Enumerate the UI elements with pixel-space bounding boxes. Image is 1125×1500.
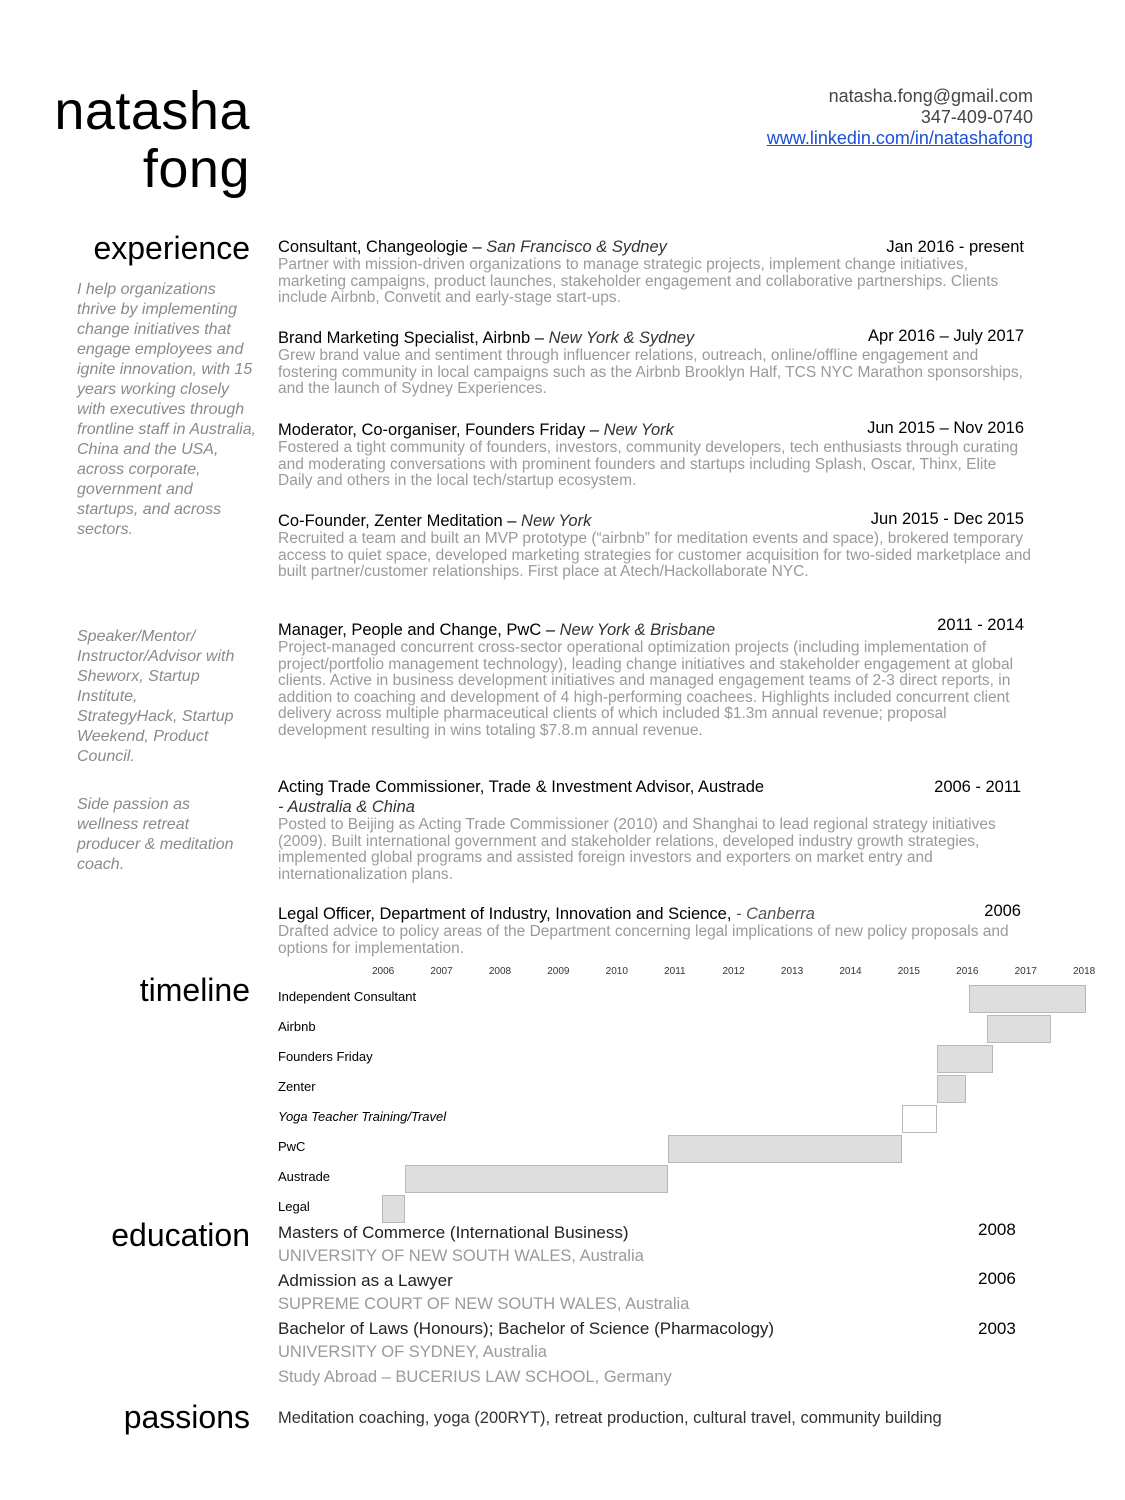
job-entry (278, 511, 1038, 581)
job-location: New York & Brisbane (559, 621, 716, 639)
sidebar-passion: Side passion as wellness retreat producer & meditation coach. (77, 796, 234, 873)
job-location: New York (521, 512, 592, 530)
job-description: Recruited a team and built an MVP prototype (“airbnb” for meditation events and space), brokered temporary access to quiet space, developed marketing strategies for customer acquisition for two-sided marketplace and built partner/customer relationships. First place at Atech/Hackollaborate NYC. (278, 530, 1031, 580)
edu-study-abroad: Study Abroad – BUCERIUS LAW SCHOOL, Germany (278, 1368, 672, 1386)
timeline-year-tick: 2012 (722, 966, 745, 977)
job-description: Posted to Beijing as Acting Trade Commissioner (2010) and Shanghai to lead regional strategy initiatives (2009). Built international government and stakeholder relations, developed industry growth strategies, implemented global programs and assisted foreign investors and exporters on market entry and internationalization plans. (278, 816, 996, 883)
timeline-row-label: Zenter (278, 1079, 316, 1094)
edu-degree: Masters of Commerce (International Business) (278, 1223, 629, 1242)
job-date: 2006 (984, 902, 1021, 920)
timeline-row-label: Independent Consultant (278, 989, 417, 1004)
experience-heading: experience (93, 230, 250, 266)
timeline-bar (902, 1105, 937, 1133)
timeline-heading: timeline (139, 972, 250, 1008)
job-description: Drafted advice to policy areas of the Department concerning legal implications of new policy proposals and options for implementation. (278, 923, 1009, 957)
timeline-row-label: Austrade (278, 1169, 331, 1184)
timeline-row-label: Founders Friday (278, 1049, 373, 1064)
job-date: 2006 - 2011 (934, 778, 1021, 796)
timeline-row-label: Legal (278, 1199, 310, 1214)
job-title: Acting Trade Commissioner, Trade & Investment Advisor, Austrade (278, 778, 765, 796)
passions-heading: passions (123, 1399, 250, 1435)
timeline-year-tick: 2014 (839, 966, 862, 977)
job-title: Brand Marketing Specialist, Airbnb – New York & Sydney (278, 329, 695, 347)
timeline-year-tick: 2007 (430, 966, 453, 977)
timeline-bar (668, 1135, 902, 1163)
job-location: New York & Sydney (548, 329, 695, 347)
job-date: Apr 2016 – July 2017 (868, 327, 1024, 345)
edu-school: SUPREME COURT OF NEW SOUTH WALES, Australia (278, 1295, 690, 1313)
edu-year: 2006 (978, 1269, 1016, 1288)
timeline-year-tick: 2006 (372, 966, 395, 977)
edu-year: 2008 (978, 1220, 1016, 1239)
job-date: Jun 2015 - Dec 2015 (870, 510, 1024, 528)
job-entry (278, 904, 1038, 957)
job-location: San Francisco & Sydney (486, 238, 667, 256)
job-entry (278, 328, 1038, 398)
job-date: Jun 2015 – Nov 2016 (867, 419, 1024, 437)
timeline-year-tick: 2010 (605, 966, 628, 977)
job-location: - Canberra (736, 905, 815, 923)
job-title: Consultant, Changeologie – San Francisco & Sydney (278, 238, 667, 256)
timeline-year-tick: 2011 (664, 966, 686, 977)
job-description: Project-managed concurrent cross-sector operational optimization projects (including implementation of project/portfolio management technology), leading change initiatives and stakeholder engagement at global clients. Active in business development initiatives and managed engagement teams of 2-3 direct reports, in addition to coaching and development of 4 high-performing coachees. Highlights included concurrent client delivery across multiple pharmaceutical clients of which included $1.3m annual revenue; proposal development resulting in wins totaling $7.8.m annual revenue. (278, 639, 1014, 739)
timeline-year-tick: 2015 (897, 966, 920, 977)
phone-text: 347-409-0740 (920, 107, 1033, 127)
timeline-bar (382, 1195, 405, 1223)
timeline-year-tick: 2017 (1014, 966, 1037, 977)
timeline-bar (937, 1045, 992, 1073)
job-location: New York (603, 421, 674, 439)
job-title: Co-Founder, Zenter Meditation – New York (278, 512, 592, 530)
timeline-bar (987, 1015, 1051, 1043)
education-heading: education (111, 1217, 250, 1253)
sidebar-summary: I help organizations thrive by implementing change initiatives that engage employees and ignite innovation, with 15 years working closely with executives through frontline staff in Australia, China and the USA, across corporate, government and startups, and across sectors. (77, 281, 257, 538)
job-title: Moderator, Co-organiser, Founders Friday – New York (278, 421, 674, 439)
timeline-year-tick: 2018 (1073, 966, 1096, 977)
linkedin-link[interactable]: www.linkedin.com/in/natashafong (766, 128, 1033, 148)
first-name: natasha (54, 81, 250, 141)
timeline-year-tick: 2016 (956, 966, 979, 977)
timeline-year-tick: 2009 (547, 966, 570, 977)
job-entry (278, 420, 1038, 490)
timeline-year-tick: 2008 (488, 966, 512, 977)
job-location: - Australia & China (278, 798, 415, 816)
edu-year: 2003 (978, 1319, 1016, 1338)
job-title: Legal Officer, Department of Industry, Innovation and Science, - Canberra (278, 905, 815, 923)
edu-school: UNIVERSITY OF NEW SOUTH WALES, Australia (278, 1247, 644, 1265)
job-entry (278, 616, 1038, 739)
job-entry (278, 777, 1038, 883)
sidebar-speaker: Speaker/Mentor/ Instructor/Advisor with Sheworx, Startup Institute, StrategyHack, Startup Weekend, Product Council. (77, 628, 235, 765)
timeline-bar (405, 1165, 668, 1193)
last-name: fong (142, 139, 250, 199)
timeline-bar (969, 985, 1086, 1013)
timeline-year-tick: 2013 (780, 966, 804, 977)
timeline-row-label: Airbnb (278, 1019, 316, 1034)
timeline-row-label: PwC (278, 1139, 306, 1154)
job-description: Grew brand value and sentiment through influencer relations, outreach, online/offline engagement and fostering community in local campaigns such as the Airbnb Brooklyn Half, TCS NYC Marathon sponsorships, and the launch of Sydney Experiences. (278, 347, 1023, 397)
edu-degree: Admission as a Lawyer (278, 1271, 453, 1290)
timeline-bar (937, 1075, 966, 1103)
email-text: natasha.fong@gmail.com (828, 86, 1033, 106)
job-description: Fostered a tight community of founders, investors, community developers, tech enthusiasts through curating and moderating conversations with prominent founders and startups including Splash, Oscar, Thinx, Elite Daily and others in the local tech/startup ecosystem. (278, 439, 1019, 489)
job-date: Jan 2016 - present (886, 238, 1024, 256)
candidate-name (40, 82, 250, 198)
edu-school: UNIVERSITY OF SYDNEY, Australia (278, 1343, 547, 1361)
timeline-row-label: Yoga Teacher Training/Travel (278, 1109, 447, 1124)
contact-block (767, 86, 1033, 149)
job-entry (278, 237, 1038, 307)
job-date: 2011 - 2014 (937, 616, 1024, 634)
job-description: Partner with mission-driven organizations to manage strategic projects, implement change initiatives, marketing campaigns, product launches, stakeholder engagement and collaborative partnerships. Clients include Airbnb, Convetit and early-stage start-ups. (278, 256, 999, 306)
passions-text: Meditation coaching, yoga (200RYT), retreat production, cultural travel, community building (278, 1409, 942, 1427)
edu-degree: Bachelor of Laws (Honours); Bachelor of Science (Pharmacology) (278, 1319, 775, 1338)
job-title: Manager, People and Change, PwC – New York & Brisbane (278, 621, 716, 639)
